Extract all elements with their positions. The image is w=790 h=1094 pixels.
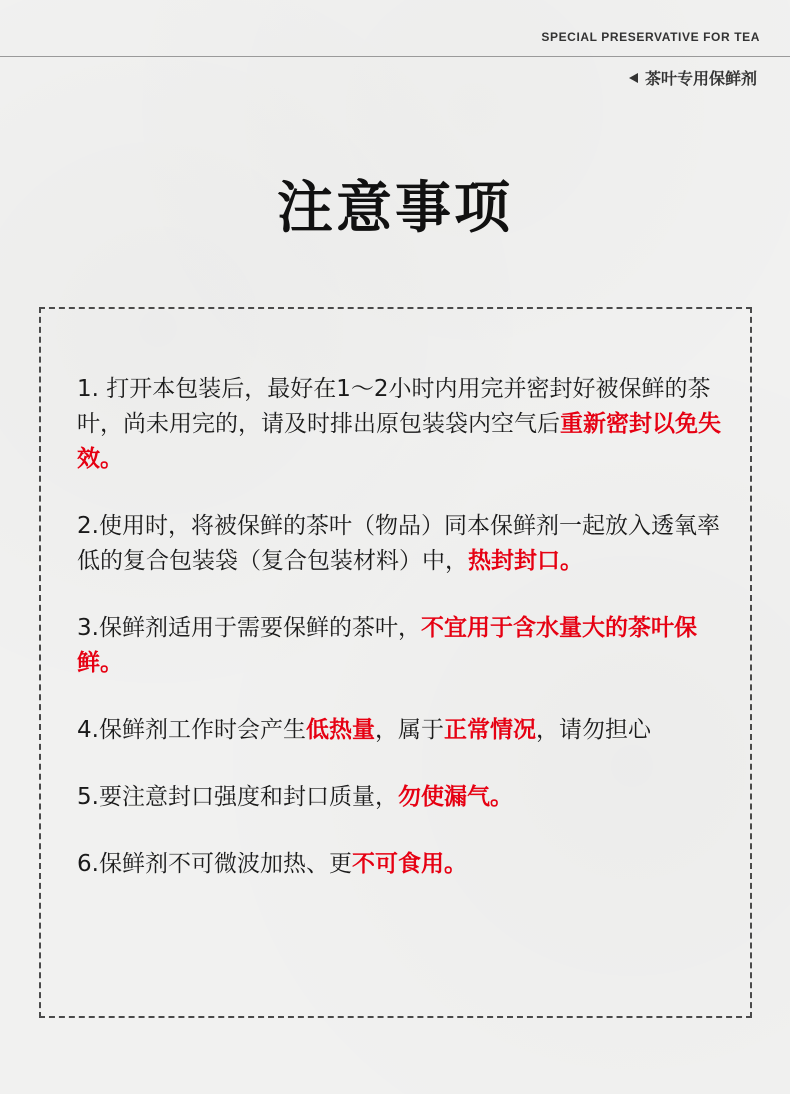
- notice-list: [77, 372, 727, 882]
- notice-highlight: 不宜用于含水量大的茶叶保鲜。: [77, 615, 697, 676]
- notice-item-3: [77, 611, 727, 681]
- notice-text: 1. 打开本包装后，最好在1～2小时内用完并密封好被保鲜的茶叶，尚未用完的，请及时排出原包装袋内空气后: [77, 376, 711, 437]
- notice-text: ，属于: [374, 717, 444, 743]
- notice-highlight: 不可食用。: [351, 851, 467, 877]
- notice-highlight: 热封封口。: [468, 548, 583, 574]
- notice-text: 6.保鲜剂不可微波加热、更: [77, 851, 352, 877]
- notice-item-6: [77, 847, 727, 882]
- notice-text: ，请勿担心: [535, 717, 651, 743]
- notice-highlight: 正常情况: [443, 717, 536, 743]
- brand-chinese-title: [629, 66, 757, 89]
- notice-item-4: [77, 713, 727, 748]
- page-title: 注意事项: [277, 176, 513, 241]
- notice-highlight: 重新密封以免失效。: [77, 411, 721, 472]
- notice-highlight: 勿使漏气。: [397, 784, 513, 810]
- notice-highlight: 低热量: [305, 717, 375, 743]
- notice-text: 4.保鲜剂工作时会产生: [77, 717, 306, 743]
- notice-text: 5.要注意封口强度和封口质量，: [77, 784, 398, 810]
- notice-item-2: [77, 509, 727, 579]
- notice-item-1: [77, 372, 727, 477]
- brand-chinese-label: 茶叶专用保鲜剂: [644, 69, 757, 88]
- left-arrow-icon: [629, 73, 638, 83]
- notice-text: 3.保鲜剂适用于需要保鲜的茶叶，: [77, 615, 421, 641]
- brand-english-title: SPECIAL PRESERVATIVE FOR TEA: [541, 30, 760, 44]
- header-divider: [0, 56, 790, 57]
- notice-item-5: [77, 780, 727, 815]
- notice-text: 2.使用时，将被保鲜的茶叶（物品）同本保鲜剂一起放入透氧率低的复合包装袋（复合包装材料）中，: [77, 513, 720, 574]
